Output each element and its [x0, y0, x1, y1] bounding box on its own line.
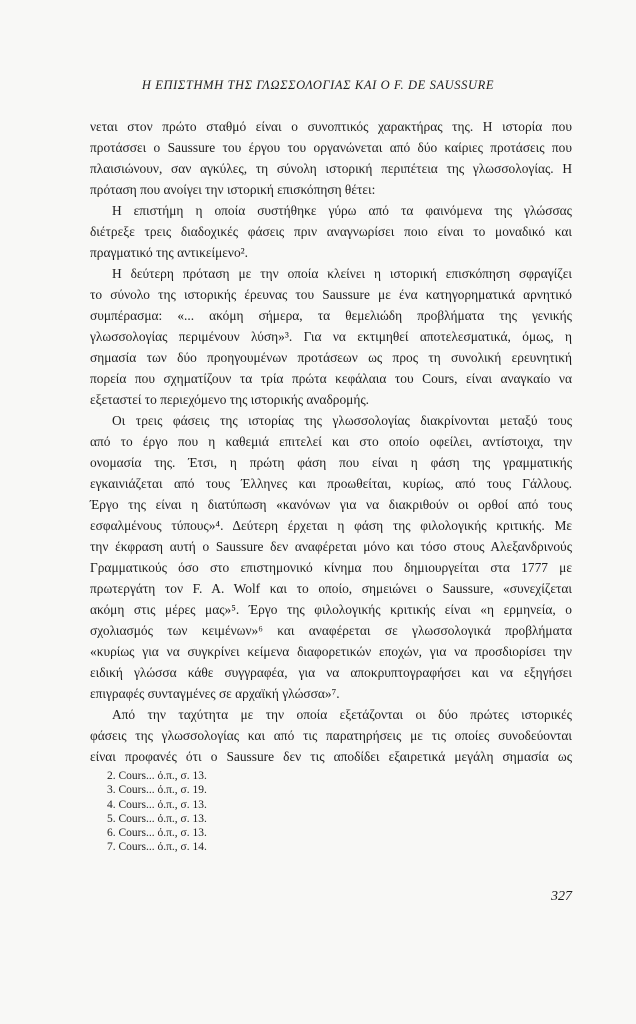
text-line: πραγματικό της αντικείμενο².: [90, 245, 249, 260]
text-line: προτάσσει ο Saussure του έργου του οργανώνεται από δύο καίριες προτάσεις που: [90, 140, 572, 155]
page-number: 327: [551, 889, 572, 904]
footnote: 3. Cours... ό.π., σ. 19.: [107, 784, 207, 797]
text-line: την έκφραση αυτή ο Saussure δεν αναφέρεται μόνο και τόσο στους Αλεξανδρινούς: [90, 539, 572, 554]
text-line: Έργο της είναι η διατύπωση «κανόνων για να διακριθούν οι ορθοί από τους: [90, 497, 572, 512]
text-line: Από την ταχύτητα με την οποία εξετάζονται οι δύο πρώτες ιστορικές: [112, 707, 572, 722]
text-line: σχολιασμός των κειμένων»⁶ και αναφέρεται σε γλωσσολογικά προβλήματα: [90, 623, 572, 638]
text-line: νεται στον πρώτο σταθμό είναι ο συνοπτικός χαρακτήρας της. Η ιστορία που: [90, 119, 572, 134]
text-line: πορεία που σχηματίζουν τα τρία πρώτα κεφάλαια του Cours, είναι αναγκαίο να: [90, 371, 572, 386]
text-line: φάσεις της γλωσσολογίας και από τις παρατηρήσεις με τις οποίες συνοδεύονται: [90, 728, 572, 743]
running-header: Η ΕΠΙΣΤΗΜΗ ΤΗΣ ΓΛΩΣΣΟΛΟΓΙΑΣ ΚΑΙ Ο F. DE SAUSSURE: [141, 78, 495, 92]
text-line: πρόταση που ανοίγει την ιστορική επισκόπηση θέτει:: [90, 182, 376, 197]
text-line: πρωτεργάτη τον F. A. Wolf και το οποίο, σημειώνει ο Saussure, «συνεχίζεται: [90, 581, 572, 596]
footnote: 4. Cours... ό.π., σ. 13.: [107, 798, 207, 811]
text-line: εγκαινιάζεται από τους Έλληνες και προωθείται, κυρίως, από τους Γάλλους.: [90, 476, 572, 491]
text-line: από το έργο που η καθεμιά επιτελεί και στο οποίο οφείλει, αντίστοιχα, την: [90, 434, 572, 449]
footnote: 7. Cours... ό.π., σ. 14.: [107, 841, 207, 854]
text-line: το σύνολο της ιστορικής έρευνας του Saussure με ένα κατηγορηματικά αρνητικό: [90, 287, 572, 302]
footnotes: [107, 769, 207, 855]
text-line: συμπέρασμα: «... ακόμη σήμερα, τα θεμελιώδη προβλήματα της γενικής: [90, 308, 572, 323]
body-text: [90, 116, 572, 767]
text-line: είναι προφανές ότι ο Saussure δεν τις αποδίδει εξαιρετικά μεγάλη σημασία ως: [90, 749, 572, 764]
footnote: 6. Cours... ό.π., σ. 13.: [107, 827, 207, 840]
text-line: ονομασία της. Έτσι, η πρώτη φάση που είναι η φάση της γραμματικής: [90, 455, 572, 470]
text-line: «κυρίως για να συγκρίνει κείμενα διαφορετικών εποχών, για να προσδιορίσει την: [90, 644, 572, 659]
text-line: πλαισιώνουν, σαν αγκύλες, τη σύνολη ιστορική περιπέτεια της γλωσσολογίας. Η: [90, 161, 572, 176]
text-line: εσφαλμένους τύπους»⁴. Δεύτερη έρχεται η φάση της φιλολογικής κριτικής. Με: [90, 518, 572, 533]
text-line: ακόμη στις μέρες μας»⁵. Έργο της φιλολογικής κριτικής είναι «η ερμηνεία, ο: [90, 602, 572, 617]
text-line: διέτρεξε τρεις διαδοχικές φάσεις πριν αναγνωρίσει ποιο είναι το μοναδικό και: [90, 224, 572, 239]
text-line: Γραμματικούς όσο στο επιστημονικό κίνημα που δημιουργείται στα 1777 με: [90, 560, 572, 575]
footnote: 5. Cours... ό.π., σ. 13.: [107, 812, 207, 825]
text-line: γλωσσολογίας περιμένουν λύση»³. Για να εκτιμηθεί αποτελεσματικά, όμως, η: [90, 329, 572, 344]
text-line: Η δεύτερη πρόταση με την οποία κλείνει η ιστορική επισκόπηση σφραγίζει: [112, 266, 572, 281]
text-line: Οι τρεις φάσεις της ιστορίας της γλωσσολογίας διακρίνονται μεταξύ τους: [112, 413, 572, 428]
text-line: Η επιστήμη η οποία συστήθηκε γύρω από τα φαινόμενα της γλώσσας: [112, 203, 572, 218]
text-line: επιγραφές συνταγμένες σε αρχαϊκή γλώσσα»⁷.: [90, 686, 340, 701]
footnote: 2. Cours... ό.π., σ. 13.: [107, 770, 207, 782]
text-line: ειδική γλώσσα κάθε συγγραφέα, για να αποκρυπτογραφήσει και να εξηγήσει: [90, 665, 572, 680]
text-line: σημασία των δύο προηγουμένων προτάσεων ως προς τη συνολική ερευνητική: [90, 350, 572, 365]
text-line: εξεταστεί το περιεχόμενο της ιστορικής αναδρομής.: [90, 392, 369, 407]
